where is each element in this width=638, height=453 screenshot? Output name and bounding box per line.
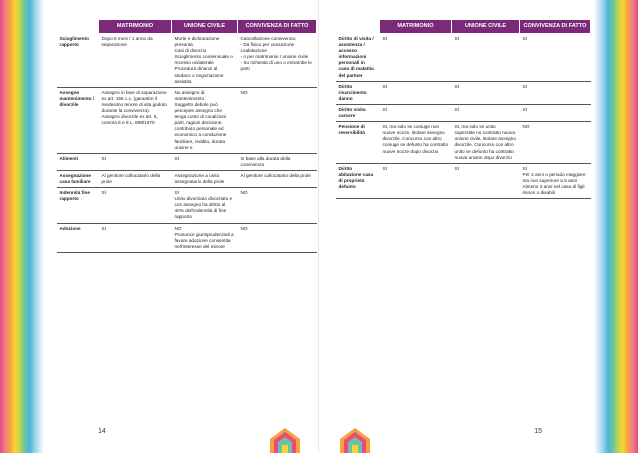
table-cell: SÌ — [380, 104, 452, 121]
right-rainbow-border — [594, 0, 638, 453]
table-cell: Dopo 6 mesi / 1 anno da separazione — [99, 34, 172, 88]
row-label: Indennità fine rapporto — [57, 188, 99, 223]
table-cell: SÌ — [380, 163, 452, 198]
table-row — [336, 104, 591, 121]
comparison-table-left — [56, 19, 317, 253]
table-cell: NO — [238, 87, 317, 153]
house-icon — [338, 427, 372, 453]
table-header-row — [57, 20, 317, 34]
table-cell: SÌ — [452, 34, 520, 82]
page-number-right: 15 — [534, 428, 542, 435]
column-header: UNIONE CIVILE — [452, 20, 520, 34]
column-header: MATRIMONIO — [99, 20, 172, 34]
left-rainbow-border — [0, 0, 44, 453]
row-label: Diritto di visita / assistenza / accesso informazioni personali in caso di malattia del partner — [336, 34, 380, 82]
row-label: Assegno mantenimento / divorzile — [57, 87, 99, 153]
comparison-table-right — [335, 19, 591, 199]
table-row — [57, 34, 317, 88]
table-cell: NO — [520, 122, 591, 164]
table-cell: SÌ — [99, 223, 172, 252]
table-cell: SÌ — [172, 153, 238, 170]
table-cell: SÌ — [99, 153, 172, 170]
row-label: Diritto risarcimento danno — [336, 81, 380, 104]
page-number-left: 14 — [98, 428, 106, 435]
table-cell: SÌ — [452, 163, 520, 198]
table-cell: SÌ — [452, 104, 520, 121]
left-page — [44, 0, 319, 453]
table-cell: SÌ — [452, 81, 520, 104]
right-page — [319, 0, 594, 453]
column-header: CONVIVENZA DI FATTO — [238, 20, 317, 34]
column-header: CONVIVENZA DI FATTO — [520, 20, 591, 34]
table-cell: SÌ, ma solo se unito superstite no contratto nuova unione civile, titolare assegno divorzile. Concorso con altro unito se defunto ha contratto nuova unione dopo divorzio — [452, 122, 520, 164]
table-row — [336, 122, 591, 164]
table-cell: SÌ — [520, 34, 591, 82]
table-cell: SÌ — [380, 34, 452, 82]
table-cell: Al genitore collocatario della prole — [238, 170, 317, 187]
table-cell: Assegno in fase di separazione ex art. 156 c.c. (garantire il medesimo tenore di vita goduto durante la convivenza). Assegno divorzile ex art. 5, comma 6 e 8 L. 898/1970 — [99, 87, 172, 153]
table-cell: SÌ, ma solo se coniuge non nuove nozze, titolare assegno divorzile. Concorso con altro coniuge se defunto ha contratto nuove nozze dopo divorzio — [380, 122, 452, 164]
house-icon — [268, 427, 302, 453]
table-cell: Al genitore collocatario della prole — [99, 170, 172, 187]
table-row — [336, 34, 591, 82]
table-cell: SÌ Unito divorziato divorziato e con assegno ha diritto al 40% dell'indennità di fine rapporto — [172, 188, 238, 223]
table-row — [57, 87, 317, 153]
table-cell: SÌ — [520, 104, 591, 121]
row-label: Assegnazione casa familiare — [57, 170, 99, 187]
table-cell: SÌ — [99, 188, 172, 223]
column-header: MATRIMONIO — [380, 20, 452, 34]
row-label: Diritto visita carcere — [336, 104, 380, 121]
row-label: Adozione — [57, 223, 99, 252]
table-cell: Assegnazione a unito assegnatario della prole — [172, 170, 238, 187]
table-cell: In base alla durata della convivenza — [238, 153, 317, 170]
table-cell: Morte e dichiarazione presunta Casi di divorzio Scioglimento consensuale o recesso unilaterale Procedura dinanzi al sindaco o negoziazione assistita — [172, 34, 238, 88]
table-row — [57, 153, 317, 170]
table-cell: Cancellazione convivenza: - Da fisico per cessazione coabitazione - o per matrimonio / unione civile - Su richiesta di uno o entrambe le parti — [238, 34, 317, 88]
table-row — [57, 170, 317, 187]
table-cell: NO Pronunce giurisprudenziali a favore adozione consentita nell'interesse del minore — [172, 223, 238, 252]
column-header: UNIONE CIVILE — [172, 20, 238, 34]
table-row — [57, 223, 317, 252]
table-row — [336, 163, 591, 198]
row-label: Scioglimento rapporto — [57, 34, 99, 88]
table-cell: NO — [238, 223, 317, 252]
table-cell: NO — [238, 188, 317, 223]
table-header-row — [336, 20, 591, 34]
row-label: Alimenti — [57, 153, 99, 170]
row-label: Diritto abitazione casa di proprietà defunto — [336, 163, 380, 198]
table-row — [57, 188, 317, 223]
table-row — [336, 81, 591, 104]
row-label: Pensione di reversibilità — [336, 122, 380, 164]
header-corner — [336, 20, 380, 34]
table-cell: No assegno di mantenimento Soggetto debole può percepire assegno che tenga conto di condizioni parti, ragioni decisione, contributo personale ed economico a conduzione familiare, reddito, durata unione e — [172, 87, 238, 153]
table-cell: SÌ — [520, 81, 591, 104]
header-corner — [57, 20, 99, 34]
table-cell: SÌ Per 2 anni o periodo maggiore ma non superiore a 5 anni Almeno 3 anni nel caso di figli minori o disabili — [520, 163, 591, 198]
table-cell: SÌ — [380, 81, 452, 104]
